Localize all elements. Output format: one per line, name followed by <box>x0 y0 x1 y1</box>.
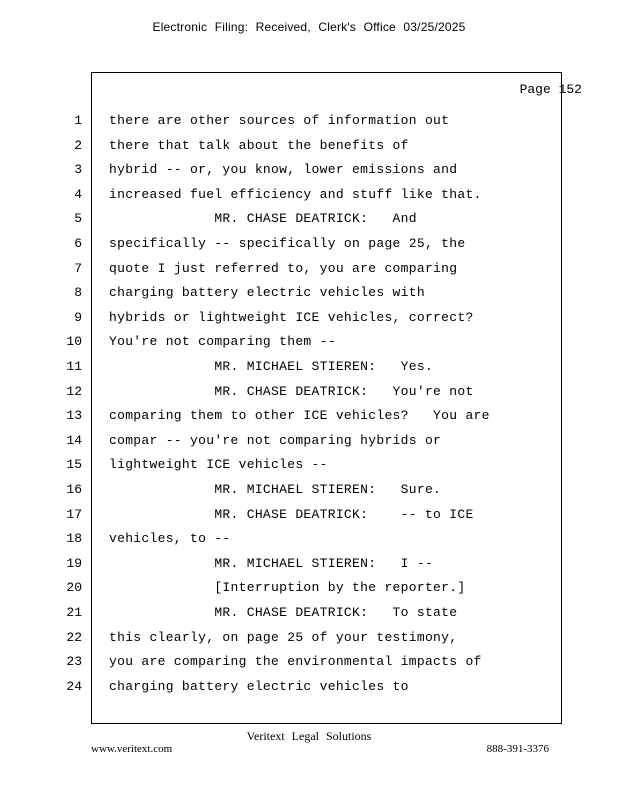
line-number: 18 <box>66 531 82 547</box>
line-text: there are other sources of information out <box>109 113 450 128</box>
line-text: MR. CHASE DEATRICK: You're not <box>109 383 474 399</box>
line-text: MR. CHASE DEATRICK: To state <box>109 605 458 620</box>
footer-company: Veritext Legal Solutions <box>246 729 372 743</box>
line-number: 13 <box>66 408 82 424</box>
line-text: MR. MICHAEL STIEREN: Sure. <box>109 482 442 497</box>
filing-header: Electronic Filing: Received, Clerk's Office 03/25/2025 <box>152 20 466 34</box>
footer-website: www.veritext.com <box>91 743 173 755</box>
line-text: [Interruption by the reporter.] <box>109 580 466 596</box>
line-text: MR. MICHAEL STIEREN: I -- <box>109 555 434 571</box>
line-number: 17 <box>66 506 82 522</box>
line-text: MR. CHASE DEATRICK: -- to ICE <box>109 506 474 522</box>
line-number: 11 <box>66 359 82 374</box>
line-number: 15 <box>66 457 82 473</box>
line-text: increased fuel efficiency and stuff like that. <box>109 186 482 202</box>
line-number: 10 <box>66 334 82 350</box>
line-number: 4 <box>74 186 82 202</box>
line-text: You're not comparing them -- <box>109 334 336 350</box>
line-text: you are comparing the environmental impacts of <box>109 654 482 670</box>
line-number: 21 <box>66 605 82 620</box>
line-number: 19 <box>66 555 82 571</box>
line-text: hybrids or lightweight ICE vehicles, correct? <box>109 309 474 325</box>
line-number: 23 <box>66 654 82 670</box>
page-number: Page 152 <box>519 82 582 97</box>
line-text: MR. MICHAEL STIEREN: Yes. <box>109 359 434 374</box>
line-number: 3 <box>74 162 82 178</box>
line-text: specifically -- specifically on page 25, the <box>109 236 466 251</box>
line-text: compar -- you're not comparing hybrids or <box>109 432 442 448</box>
line-number: 7 <box>74 260 82 276</box>
line-text: quote I just referred to, you are comparing <box>109 260 458 276</box>
line-text: hybrid -- or, you know, lower emissions and <box>109 162 458 178</box>
line-number: 14 <box>66 432 82 448</box>
line-number: 24 <box>66 678 82 694</box>
line-text: charging battery electric vehicles to <box>109 678 409 694</box>
footer-phone: 888-391-3376 <box>486 743 549 755</box>
line-text: comparing them to other ICE vehicles? You are <box>109 408 490 424</box>
line-number: 1 <box>74 113 82 128</box>
line-text: charging battery electric vehicles with <box>109 285 425 301</box>
line-text: vehicles, to -- <box>109 531 231 547</box>
line-text: MR. CHASE DEATRICK: And <box>109 211 417 227</box>
line-number: 20 <box>66 580 82 596</box>
line-number: 2 <box>74 137 82 153</box>
line-text: this clearly, on page 25 of your testimony, <box>109 629 458 645</box>
line-text: there that talk about the benefits of <box>109 137 409 153</box>
line-number: 12 <box>66 383 82 399</box>
line-number: 5 <box>74 211 82 227</box>
line-number: 16 <box>66 482 82 497</box>
line-number: 9 <box>74 309 82 325</box>
line-number: 22 <box>66 629 82 645</box>
line-text: lightweight ICE vehicles -- <box>109 457 328 473</box>
line-number: 8 <box>74 285 82 301</box>
line-number: 6 <box>74 236 82 251</box>
